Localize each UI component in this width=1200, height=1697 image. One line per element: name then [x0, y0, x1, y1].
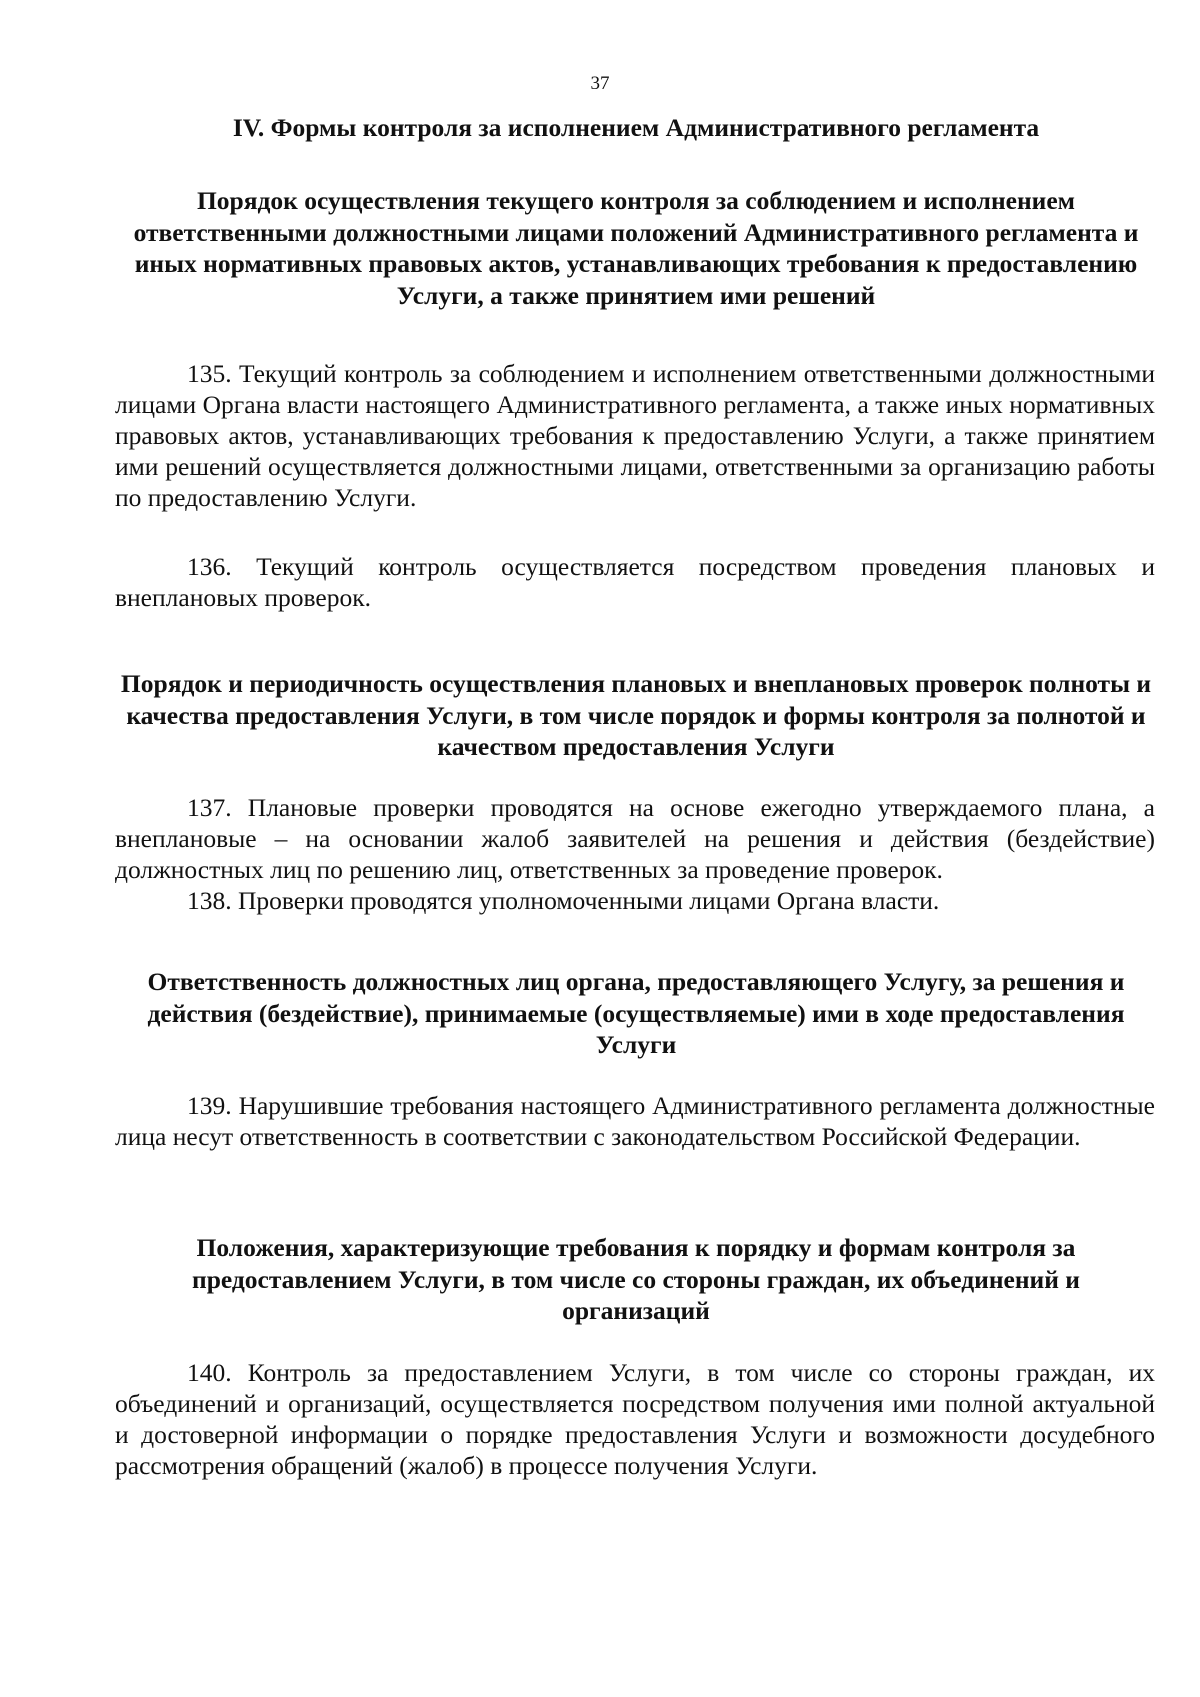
subsection-heading-current-control: Порядок осуществления текущего контроля за соблюдением и исполнением ответственными должностными лицами положений Административного регламента и иных нормативных правовых актов, устанавливающих требования к предоставлению Услуги, а также принятием ими решений [133, 186, 1139, 310]
subsection-heading-public-control: Положения, характеризующие требования к порядку и формам контроля за предоставлением Услуги, в том числе со стороны граждан, их объединений и организаций [192, 1233, 1080, 1325]
paragraph-140: 140. Контроль за предоставлением Услуги, в том числе со стороны граждан, их объединений и организаций, осуществляется посредством получения ими полной актуальной и достоверной информации о порядке предоставления Услуги и возможности досудебного рассмотрения обращений (жалоб) в процессе получения Услуги. [115, 1358, 1155, 1480]
subsection-heading-responsibility: Ответственность должностных лиц органа, предоставляющего Услугу, за решения и действия (бездействие), принимаемые (осуществляемые) ими в ходе предоставления Услуги [147, 967, 1125, 1059]
paragraph-139: 139. Нарушившие требования настоящего Административного регламента должностные лица несут ответственность в соответствии с законодательством Российской Федерации. [115, 1091, 1155, 1151]
page-number: 37 [590, 73, 610, 94]
subsection-heading-inspections: Порядок и периодичность осуществления плановых и внеплановых проверок полноты и качества предоставления Услуги, в том числе порядок и формы контроля за полнотой и качеством предоставления Услуги [120, 669, 1152, 761]
section-title: IV. Формы контроля за исполнением Административного регламента [232, 113, 1040, 142]
paragraph-137: 137. Плановые проверки проводятся на основе ежегодно утверждаемого плана, а внеплановые – на основании жалоб заявителей на решения и действия (бездействие) должностных лиц по решению лиц, ответственных за проведение проверок. [115, 793, 1155, 884]
paragraph-138: 138. Проверки проводятся уполномоченными лицами Органа власти. [187, 886, 940, 915]
paragraph-135: 135. Текущий контроль за соблюдением и исполнением ответственными должностными лицами Органа власти настоящего Административного регламента, а также иных нормативных правовых актов, устанавливающих требования к предоставлению Услуги, а также принятием ими решений осуществляется должностными лицами, ответственными за организацию работы по предоставлению Услуги. [115, 359, 1155, 512]
paragraph-136: 136. Текущий контроль осуществляется посредством проведения плановых и внеплановых проверок. [115, 552, 1155, 612]
